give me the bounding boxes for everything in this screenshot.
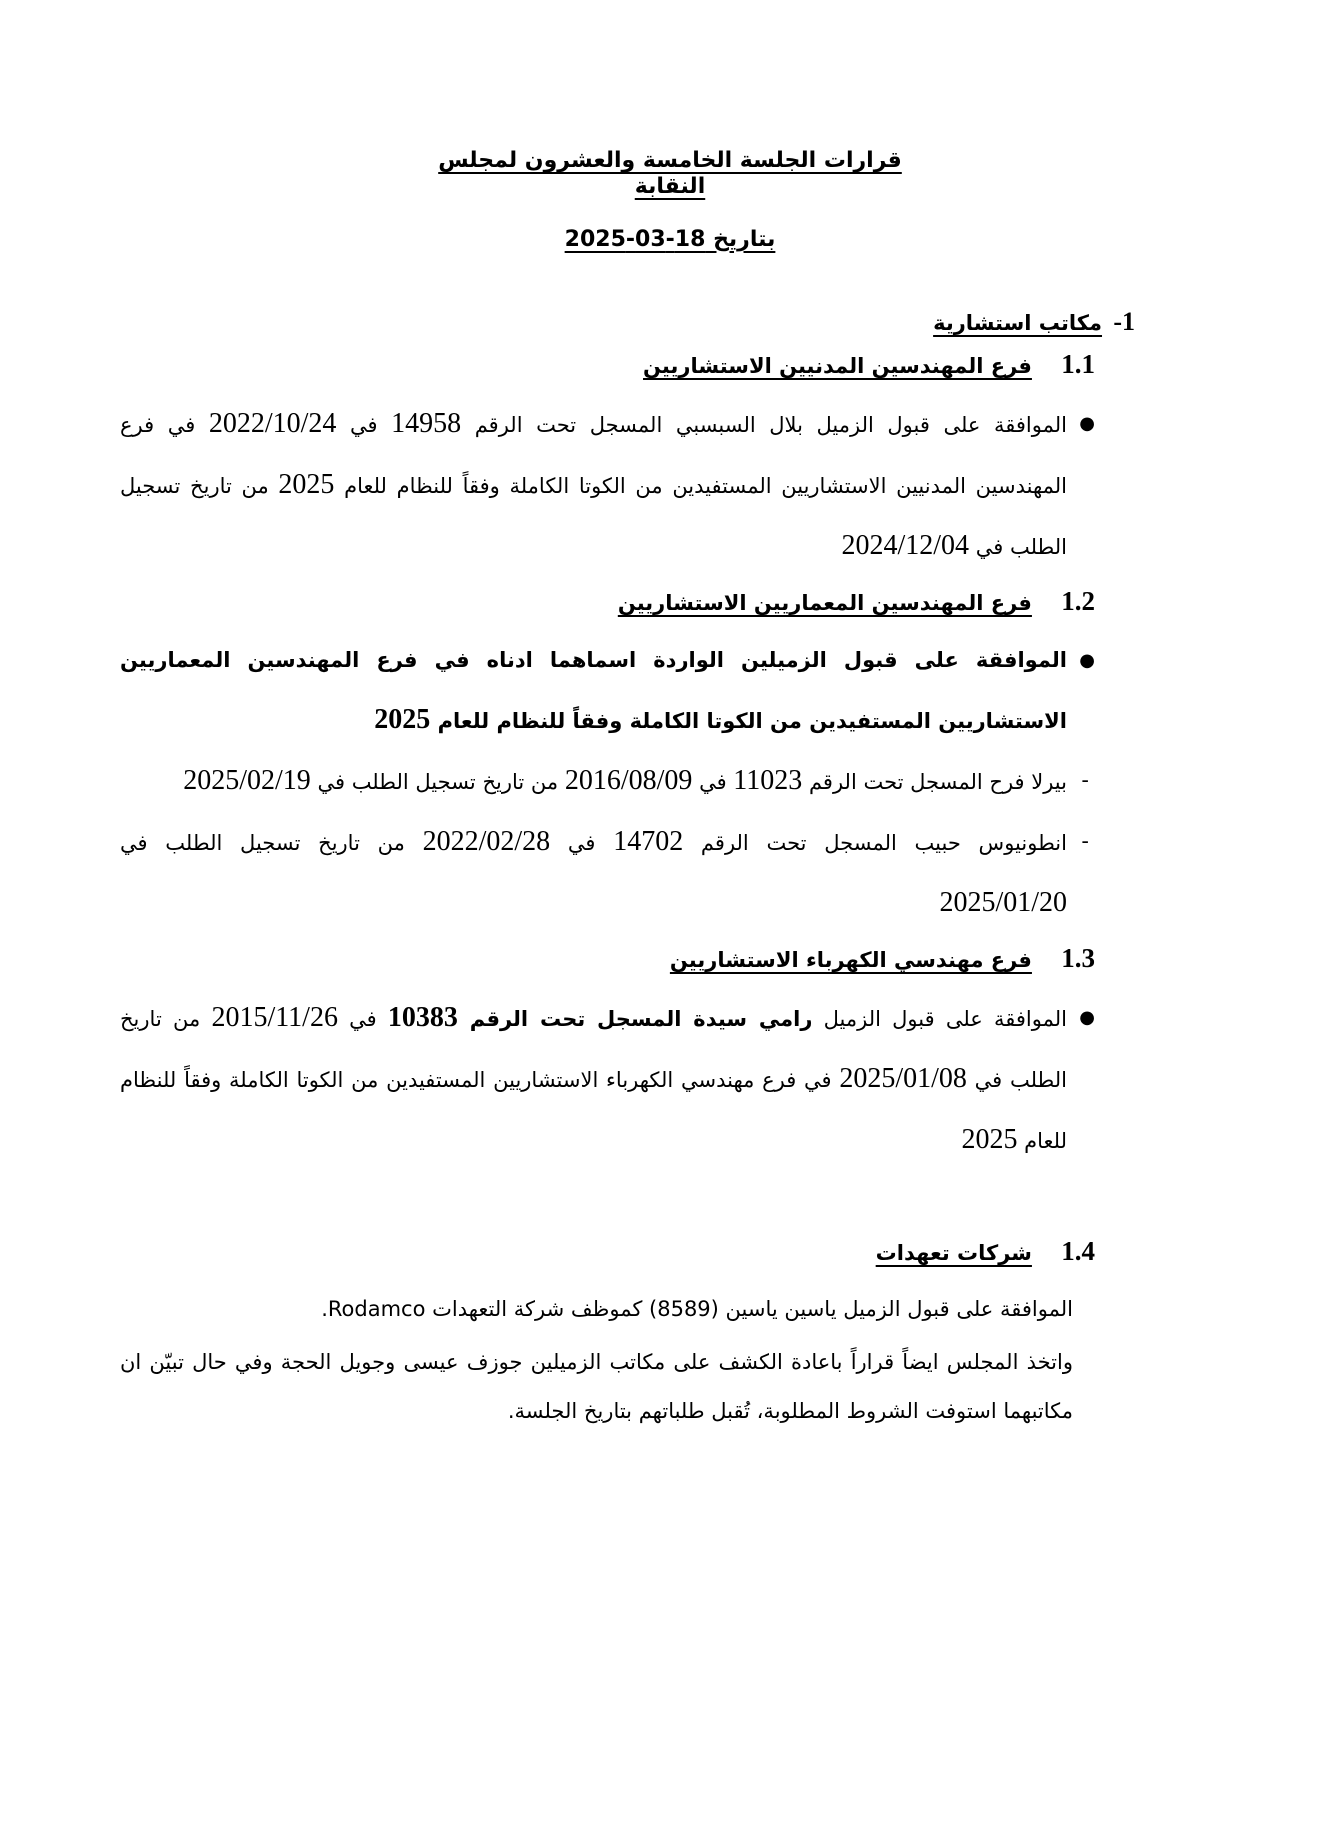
quota-year: 2025 (374, 703, 431, 735)
registration-date: 2015/11/26 (211, 1001, 338, 1033)
bullet-text: من تاريخ الطلب في (120, 1006, 1067, 1092)
registration-number: 11023 (733, 764, 803, 796)
subsection-1-3-label: فرع مهندسي الكهرباء الاستشاريين (669, 947, 1032, 972)
member-name: رامي سيدة المسجل تحت الرقم (457, 1006, 813, 1031)
application-date: 2025/01/08 (839, 1062, 967, 1094)
item-text: من تاريخ تسجيل الطلب في (120, 830, 423, 855)
company-name: Rodamco (327, 1296, 426, 1321)
bullet-text: في (337, 1006, 388, 1031)
registration-date: 2016/08/09 (564, 764, 693, 796)
section-1-heading (120, 304, 1135, 340)
document-date: بتاريخ 18-03-2025 (564, 226, 776, 252)
bullet-text: في فرع المهندسين المدنيين الاستشاريين المستفيدين من الكوتا الكاملة وفقاً للنظام للعام (120, 413, 1068, 499)
dash-marker: - (1081, 767, 1089, 792)
list-item (120, 751, 1135, 812)
paragraph-text: . (321, 1296, 328, 1321)
subsection-1-3-heading (120, 940, 1095, 978)
registration-date: 2022/02/28 (422, 825, 551, 857)
document-title: قرارات الجلسة الخامسة والعشرون لمجلس النقابة (438, 148, 902, 200)
subsection-1-1-bullet (120, 394, 1135, 577)
subsection-1-4-number: 1.4 (1061, 1235, 1095, 1266)
bullet-icon: ● (1079, 413, 1095, 435)
bullet-text: في فرع مهندسي الكهرباء الاستشاريين المستفيدين من الكوتا الكاملة وفقاً للنظام للعام (120, 1067, 1067, 1153)
section-1-label: مكاتب استشارية (933, 311, 1103, 335)
subsection-1-4-paragraph-1 (120, 1285, 1135, 1334)
list-item (120, 812, 1135, 934)
application-date: 2025/02/19 (183, 764, 311, 796)
section-1-number: 1- (1113, 307, 1135, 336)
registration-date: 2022/10/24 (208, 408, 337, 440)
application-date: 2024/12/04 (841, 530, 970, 562)
subsection-1-4-heading (120, 1233, 1095, 1271)
item-text: انطونيوس حبيب المسجل تحت الرقم (683, 830, 1067, 855)
bullet-text: الموافقة على قبول الزميلين الواردة اسماهما ادناه في فرع المهندسين المعماريين الاستشاريين المستفيدين من الكوتا الكاملة وفقاً للنظام للعام (120, 647, 1067, 733)
registration-number: 14702 (613, 825, 684, 857)
bullet-text: الموافقة على قبول الزميل (812, 1006, 1067, 1031)
application-date: 2025/01/20 (939, 886, 1067, 918)
bullet-text: من تاريخ تسجيل الطلب في (120, 474, 1067, 560)
title-block (400, 148, 940, 253)
bullet-text: الموافقة على قبول الزميل بلال السبسبي المسجل تحت الرقم (461, 413, 1067, 438)
subsection-1-2-heading (120, 583, 1095, 621)
quota-year: 2025 (278, 469, 335, 501)
document-body (120, 304, 1135, 1436)
bullet-icon: ● (1079, 1006, 1095, 1028)
spacer (120, 1171, 1135, 1227)
subsection-1-4-label: شركات تعهدات (875, 1240, 1032, 1265)
subsection-1-4-paragraph-2: واتخذ المجلس ايضاً قراراً باعادة الكشف على مكاتب الزميلين جوزف عيسى وجويل الحجة وفي حال تبيّن ان مكاتبهما استوفت الشروط المطلوبة، تُقبل طلباتهم بتاريخ الجلسة. (120, 1349, 1073, 1423)
subsection-1-2-bullet (120, 631, 1135, 751)
item-text: من تاريخ تسجيل الطلب في (310, 769, 565, 794)
subsection-1-1-number: 1.1 (1061, 349, 1095, 380)
subsection-1-3-bullet (120, 988, 1135, 1171)
dash-marker: - (1081, 828, 1089, 853)
quota-year: 2025 (961, 1123, 1018, 1155)
subsection-1-1-label: فرع المهندسين المدنيين الاستشاريين (643, 354, 1032, 379)
subsection-1-2-label: فرع المهندسين المعماريين الاستشاريين (617, 591, 1032, 616)
item-text: في (692, 769, 734, 794)
item-text: بيرلا فرح المسجل تحت الرقم (802, 769, 1067, 794)
item-text: في (550, 830, 614, 855)
registration-number: 10383 (387, 1001, 458, 1033)
registration-number: 14958 (391, 408, 462, 440)
subsection-1-2-number: 1.2 (1061, 586, 1095, 617)
subsection-1-1-heading (120, 346, 1095, 384)
subsection-1-3-number: 1.3 (1061, 942, 1095, 973)
paragraph-text: الموافقة على قبول الزميل ياسين ياسين (8589) كموظف شركة التعهدات (425, 1296, 1073, 1321)
bullet-icon: ● (1079, 649, 1095, 671)
bullet-text: في (336, 413, 392, 438)
